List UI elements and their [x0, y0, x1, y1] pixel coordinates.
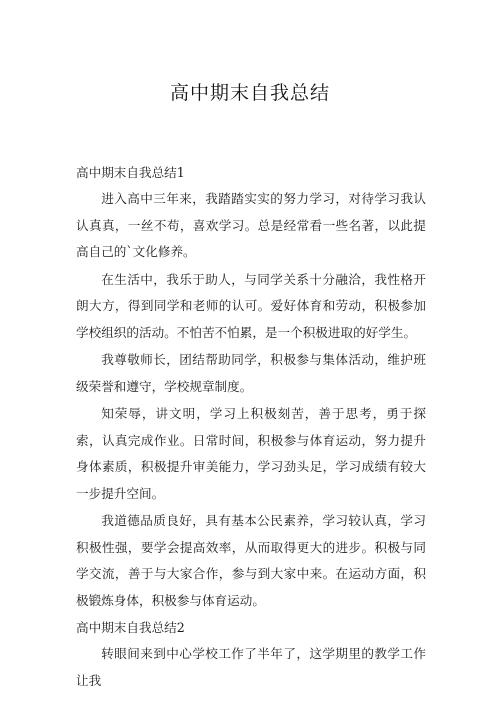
paragraph: 转眼间来到中心学校工作了半年了，这学期里的教学工作让我: [76, 646, 426, 688]
document-body: [76, 160, 426, 695]
paragraph: 在生活中，我乐于助人，与同学关系十分融洽，我性格开朗大方，得到同学和老师的认可。爱好体育和劳动，积极参加学校组织的活动。不怕苦不怕累，是一个积极进取的好学生。: [76, 271, 426, 340]
paragraph: 知荣辱，讲文明，学习上积极刻苦，善于思考，勇于探索，认真完成作业。日常时间，积极参与体育运动，努力提升身体素质，积极提升审美能力，学习劲头足，学习成绩有较大一步提升空间。: [76, 406, 426, 501]
paragraph: 进入高中三年来，我踏踏实实的努力学习，对待学习我认认真真，一丝不苟，喜欢学习。总是经常看一些名著，以此提高自己的`文化修养。: [76, 191, 426, 259]
section-heading-1: 高中期末自我总结1: [76, 165, 185, 180]
paragraph: 我道德品质良好，具有基本公民素养，学习较认真，学习积极性强，要学会提高效率，从而取得更大的进步。积极与同学交流，善于与大家合作，参与到大家中来。在运动方面，积极锻炼身体，积极参与体育运动。: [76, 513, 426, 608]
document-title: 高中期末自我总结: [169, 82, 330, 104]
section-heading-2: 高中期末自我总结2: [76, 620, 185, 635]
paragraph: 我尊敬师长，团结帮助同学，积极参与集体活动，维护班级荣誉和遵守，学校规章制度。: [76, 352, 426, 394]
